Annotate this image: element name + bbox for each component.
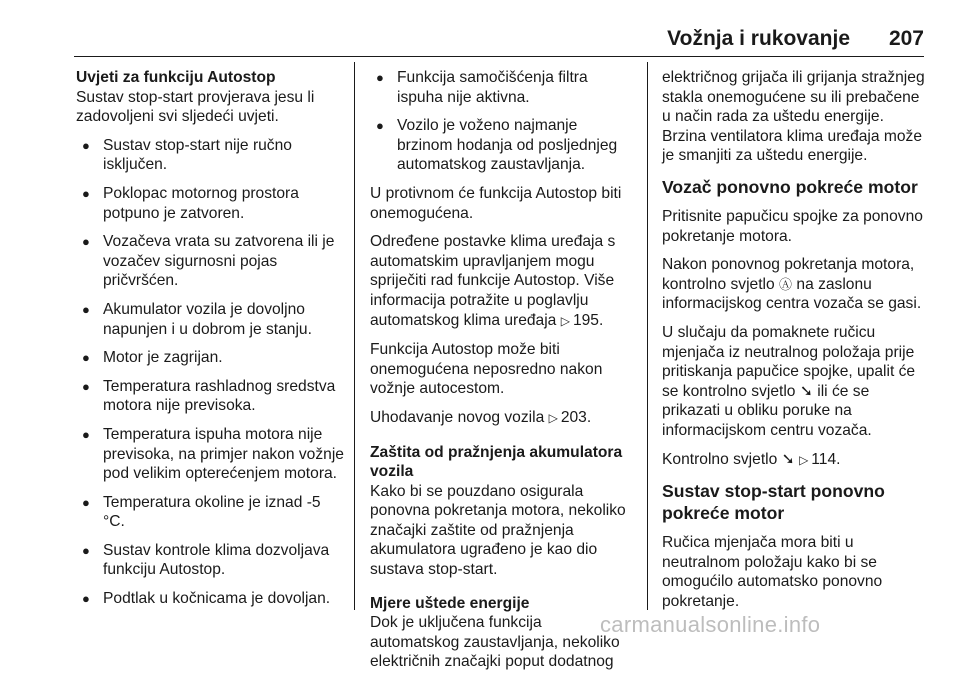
section-title: Vožnja i rukovanje (667, 27, 850, 50)
paragraph: Dok je uključena funkcija automatskog zaustavljanja, nekoliko električnih značajki poput dodatnog (370, 614, 620, 671)
list-item: ● Sustav stop-start nije ručno isključen. (76, 136, 344, 175)
autostop-indicator-icon: Ⓐ (779, 276, 793, 292)
energy-saving-heading: Mjere uštede energije (370, 594, 530, 612)
column-2 (370, 68, 635, 681)
shift-indicator-icon: ➘ (799, 382, 813, 400)
paragraph: Ručica mjenjača mora biti u neutralnom položaju kako bi se omogućilo automatsko ponovno pokretanje. (662, 534, 883, 610)
paragraph: Pritisnite papučicu spojke za ponovno pokretanje motora. (662, 207, 923, 245)
paragraph: Određene postavke klima uređaja s automatskim upravljanjem mogu spriječiti rad funkcije Autostop. Više informacija potražite u poglavlju automatskog klima uređaja ▷ 195. (370, 232, 635, 331)
list-item: ● Akumulator vozila je dovoljno napunjen i u dobrom je stanju. (76, 300, 344, 339)
paragraph: Uhodavanje novog vozila ▷ 203. (370, 408, 635, 429)
list-item: ● Vozilo je voženo najmanje brzinom hodanja od posljednjeg automatskog zaustavljanja. (370, 116, 635, 175)
page-reference[interactable]: ▷ 114. (799, 451, 840, 468)
list-item: ● Temperatura rashladnog sredstva motora nije previsoka. (76, 377, 344, 416)
autostop-conditions-heading: Uvjeti za funkciju Autostop (76, 69, 276, 86)
page-number: 207 (888, 27, 924, 50)
paragraph: Kontrolno svjetlo ➘ ▷ 114. (662, 450, 930, 471)
header-rule (74, 56, 924, 57)
column-1 (76, 68, 344, 618)
column-divider-1 (354, 62, 355, 610)
paragraph: električnog grijača ili grijanja stražnjeg stakla onemogućene su ili prebačene u način rada za uštedu energije. Brzina ventilatora klima uređaja može je smanjiti za uštedu energije. (662, 69, 925, 165)
list-item: ● Poklopac motornog prostora potpuno je zatvoren. (76, 184, 344, 223)
battery-protection-heading: Zaštita od pražnjenja akumulatora vozila (370, 443, 623, 481)
list-item: ● Motor je zagrijan. (76, 348, 344, 368)
watermark: carmanualsonline.info (600, 612, 821, 637)
list-item: ● Temperatura okoline je iznad -5 °C. (76, 493, 344, 532)
system-restart-heading: Sustav stop-start ponovno pokreće motor (662, 481, 885, 524)
column-3 (662, 68, 930, 620)
paragraph: Nakon ponovnog pokretanja motora, kontrolno svjetlo Ⓐ na zaslonu informacijskog centra vozača se gasi. (662, 256, 922, 313)
column-divider-2 (647, 62, 648, 610)
page-reference[interactable]: ▷ 195. (561, 312, 604, 329)
list-item: ● Podtlak u kočnicama je dovoljan. (76, 589, 344, 609)
autostop-conditions-intro: Sustav stop-start provjerava jesu li zadovoljeni svi sljedeći uvjeti. (76, 88, 315, 126)
driver-restart-heading: Vozač ponovno pokreće motor (662, 176, 918, 197)
list-item: ● Sustav kontrole klima dozvoljava funkciju Autostop. (76, 541, 344, 580)
list-item: ● Temperatura ispuha motora nije previsoka, na primjer nakon vožnje pod velikim opterećenjem motora. (76, 425, 344, 484)
paragraph: U slučaju da pomaknete ručicu mjenjača iz neutralnog položaja prije pritiskanja papučice spojke, upalit će se kontrolno svjetlo ➘ ili će se prikazati u obliku poruke na informacijskom centru vozača. (662, 323, 916, 439)
paragraph: Kako bi se pouzdano osigurala ponovna pokretanja motora, nekoliko značajki zaštite od pražnjenja akumulatora ugrađeno je kao dio sustava stop-start. (370, 482, 626, 579)
list-item: ● Vozačeva vrata su zatvorena ili je vozačev sigurnosni pojas pričvršćen. (76, 232, 344, 291)
shift-indicator-icon: ➘ (781, 450, 795, 468)
paragraph: U protivnom će funkcija Autostop biti onemogućena. (370, 184, 622, 222)
conditions-list (76, 136, 344, 609)
page-reference[interactable]: ▷ 203. (549, 409, 592, 426)
list-item: ● Funkcija samočišćenja filtra ispuha nije aktivna. (370, 68, 635, 107)
conditions-list-continued (370, 68, 635, 175)
paragraph: Funkcija Autostop može biti onemogućena neposredno nakon vožnje autocestom. (370, 341, 603, 398)
page-header (0, 0, 960, 56)
